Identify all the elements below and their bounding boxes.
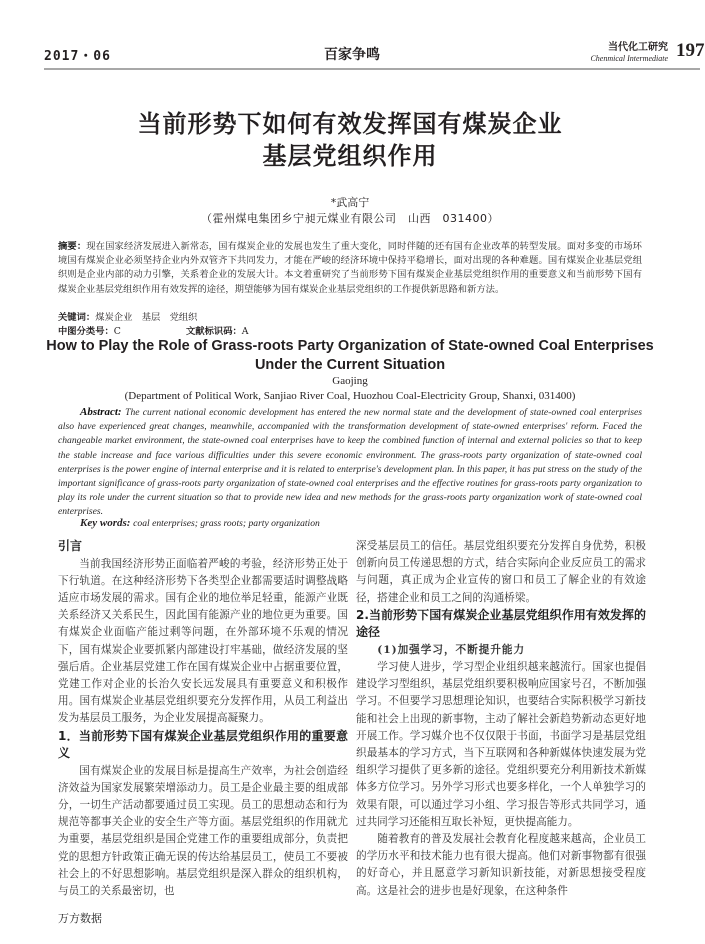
- body-column-right: [356, 538, 646, 900]
- abstract-en-text: The current national economic development has entered the new normal state and the development of state-owned coal enterprises also have experienced great changes, meanwhile, accompanied with the transformation development of state-owned enterprises' reform. Faced the changeable market environment, the state-owned coal enterprises have to keep the combined function of internal and external policies so that to keep the stable increase and face various difficulties under this severe economic environment. The grass-roots party organization of state-owned coal enterprises is the power engine of internal enterprise and it is related to enterprise's development plan. In this paper, it has put stress on the study of the important significance of grass-roots party organization of state-owned coal enterprises and the effective routines for grass-roots party organization to play its role under the current situation so that to provide new idea and new methods for the grass-roots party organization work of state-owned coal enterprises.: [58, 407, 642, 518]
- keywords-cn-text: 煤炭企业 基层 党组织: [95, 312, 198, 323]
- body-column-left: [58, 538, 348, 900]
- article-title-en: [0, 337, 700, 375]
- abstract-cn-label: 摘要：: [58, 241, 87, 252]
- keywords-en-label: Key words: [80, 517, 127, 529]
- page-number: 197: [676, 40, 705, 61]
- running-header: [44, 40, 705, 70]
- affiliation-en: (Department of Political Work, Sanjiao River Coal, Huozhou Coal-Electricity Group, Shanxi, 031400): [124, 390, 576, 402]
- journal-name-en: Chenmical Intermediate: [590, 54, 668, 63]
- article-title-cn: [0, 108, 700, 172]
- abstract-en: Abstract: The current national economic development has entered the new normal state and the development of state-owned coal enterprises also have experienced great changes, meanwhile, accompanied with the transformation development of state-owned enterprises' reform. Faced the changeable market environment, the state-owned coal enterprises have to keep the combined function of internal and external policies so that to keep the stable increase and face various difficulties under this severe economic environment. The grass-roots party organization of state-owned coal enterprises is the power engine of internal enterprise and it is related to enterprise's development plan. In this paper, it has put stress on the study of the important significance of grass-roots party organization of state-owned coal enterprises and the effective routines for grass-roots party organization to play its role under the current situation so that to provide new idea and new methods for the grass-roots party organization work of state-owned coal enterprises.: [58, 406, 642, 518]
- abstract-cn: [58, 240, 642, 297]
- clc-label: 中图分类号：: [58, 326, 114, 337]
- section-1-paragraph: 国有煤炭企业的发展目标是提高生产效率，为社会创造经济效益为国家发展繁荣增添动力。员工是企业最主要的组成部分，一切生产活动都要通过员工实现。员工的思想动态和行为规范等都事关企业的安全生产等方面。基层党组织的作用就尤为重要，基层党组织是国企党建工作的重要组成部分，负责把党的思想方针政策正确无误的传达给基层员工，使员工不要被社会上的不好思想影响。基层党组织是深入群众的组织机构，与员工的关系最密切，也: [58, 764, 348, 897]
- section-1-paragraph-continued: 深受基层员工的信任。基层党组织要充分发挥自身优势，积极创新向员工传递思想的方式，结合实际向企业反应员工的需求与问题，真正成为企业宣传的窗口和员工了解企业的有效途径，搭建企业和员工之间的沟通桥梁。: [356, 540, 646, 604]
- doc-id-value: A: [241, 326, 249, 337]
- section-2-subheading-1: (1)加强学习，不断提升能力: [377, 643, 526, 656]
- title-cn-line-1: 当前形势下如何有效发挥国有煤炭企业: [137, 110, 563, 138]
- author-cn: *武高宁: [330, 196, 370, 209]
- keywords-cn-label: 关键词：: [58, 312, 96, 323]
- affiliation-cn: （霍州煤电集团乡宁昶元煤业有限公司 山西 031400）: [201, 212, 499, 225]
- intro-paragraph: 当前我国经济形势正面临着严峻的考验，经济形势正处于下行轨道。在这种经济形势下各类型企业都需要适时调整战略适应市场发展的需求。国有企业的地位举足轻重，能源产业既关系经济又关系民生，因此国有能源产业的地位更为重要。国有煤炭企业面临产能过剩等问题，在外部环境不乐观的情况下，国有煤炭企业要抓紧内部建设打牢基础，做经济发展的坚强后盾。企业基层党建工作在国有煤炭企业中占据重要位置，党建工作对企业的长治久安长远发展具有重要意义和积极作用。国有煤炭企业基层党组织要充分发挥作用，从员工利益出发为基层员工服务，为企业发展提高凝聚力。: [58, 557, 348, 725]
- keywords-en: Key words: coal enterprises; grass roots; party organization: [80, 517, 320, 529]
- intro-heading: 引言: [58, 539, 83, 553]
- title-en-line-1: How to Play the Role of Grass-roots Party Organization of State-owned Coal Enterprises: [46, 338, 654, 354]
- section-1-heading: 1．当前形势下国有煤炭企业基层党组织作用的重要意义: [58, 728, 348, 761]
- section-2-heading: 2.当前形势下国有煤炭企业基层党组织作用有效发挥的途径: [356, 607, 646, 640]
- journal-name-cn: 当代化工研究: [608, 42, 668, 53]
- title-cn-line-2: 基层党组织作用: [262, 142, 438, 170]
- abstract-cn-text: 现在国家经济发展进入新常态，国有煤炭企业的发展也发生了重大变化，同时伴随的还有国有企业改革的转型发展。面对多变的市场环境国有煤炭企业必须坚持企业内外双管齐下共同发力，才能在严峻的经济环境中保持平稳增长，面对出现的各种难题。国有煤炭企业基层党组织则是企业内部的动力引擎，关系着企业的发展大计。本文着重研究了当前形势下国有煤炭企业基层党组织作用的重要意义和当前形势下国有煤炭企业基层党组织作用有效发挥的途径，期望能够为国有煤炭企业基层党组织的工作提供新思路和新方法。: [58, 241, 642, 295]
- section-name: 百家争鸣: [324, 47, 380, 63]
- issue-number: 2017・06: [44, 49, 111, 64]
- clc-value: C: [113, 326, 121, 337]
- abstract-en-label: Abstract: [80, 406, 118, 418]
- footer-watermark: 万方数据: [58, 912, 102, 925]
- keywords-en-text: coal enterprises; grass roots; party organization: [133, 518, 320, 529]
- header-divider: [44, 68, 700, 70]
- section-2-paragraph-2: 随着教育的普及发展社会教育化程度越来越高，企业员工的学历水平和技术能力也有很大提高。他们对新事物都有很强的好奇心，并且愿意学习新知识新技能，对新思想接受程度高。这是社会的进步也是好现象，在这种条件: [356, 833, 646, 897]
- keywords-cn: [58, 311, 197, 325]
- title-en-line-2: Under the Current Situation: [254, 357, 446, 373]
- author-en: Gaojing: [332, 375, 368, 387]
- doc-id-label: 文献标识码：: [186, 326, 242, 337]
- journal-logo: [544, 42, 668, 64]
- section-2-paragraph-1: 学习使人进步，学习型企业组织越来越流行。国家也提倡建设学习型组织，基层党组织要积极响应国家号召，不断加强学习。不但要学习思想理论知识，也要结合实际积极学习新技能和社会上出现的新事物，主动了解社会新趋势新动态更好地开展工作。学习媒介也不仅仅限于书面，书面学习是基层党组织最基本的学习方式，当下互联网和各种新媒体快速发展为党组织学习提供了更多新的途径。党组织要充分利用新技术新媒体多方位学习。另外学习形式也要多样化，一个人单独学习的效果有限，可以通过学习小组、学习报告等形式共同学习，通过共同学习还能相互取长补短，更快提高能力。: [356, 661, 646, 828]
